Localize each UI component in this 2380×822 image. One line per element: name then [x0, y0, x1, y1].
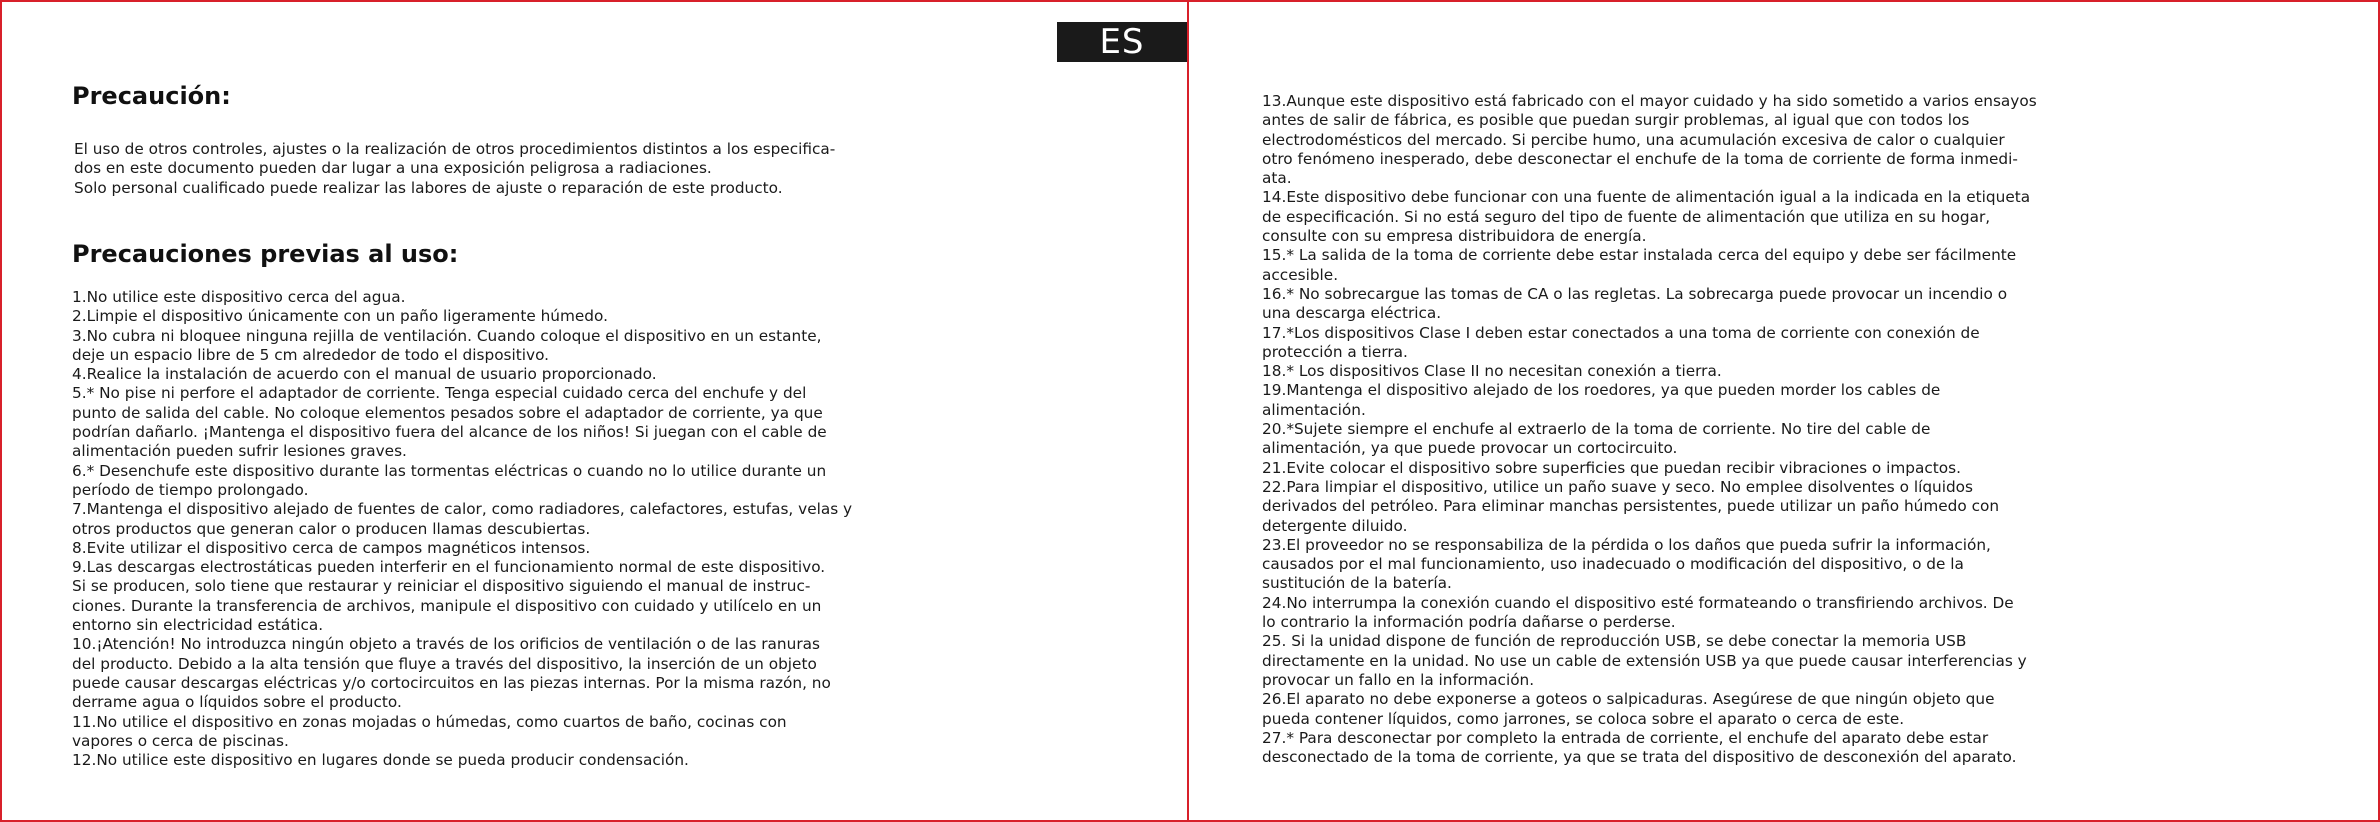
text-line: 18.* Los dispositivos Clase II no necesitan conexión a tierra. [1262, 362, 1722, 381]
text-line: Si se producen, solo tiene que restaurar y reiniciar el dispositivo siguiendo el manual de instruc- [72, 577, 811, 596]
text-line: ata. [1262, 169, 1292, 188]
text-line: alimentación. [1262, 400, 1366, 419]
text-line: Solo personal cualificado puede realizar las labores de ajuste o reparación de este producto. [74, 178, 783, 197]
left-page [0, 0, 1189, 822]
text-line: 24.No interrumpa la conexión cuando el dispositivo esté formateando o transfiriendo archivos. De [1262, 593, 2014, 612]
precautions-list [72, 288, 852, 770]
text-line: otros productos que generan calor o producen llamas descubiertas. [72, 519, 591, 538]
caution-paragraph [74, 140, 835, 198]
text-line: detergente diluido. [1262, 516, 1408, 535]
text-line: vapores o cerca de piscinas. [72, 731, 289, 750]
text-line: puede causar descargas eléctricas y/o cortocircuitos en las piezas internas. Por la misma razón, no [72, 673, 831, 692]
text-line: 3.No cubra ni bloquee ninguna rejilla de ventilación. Cuando coloque el dispositivo en un estante, [72, 326, 822, 345]
text-line: 1.No utilice este dispositivo cerca del agua. [72, 288, 406, 306]
text-line: alimentación pueden sufrir lesiones graves. [72, 442, 407, 461]
text-line: 16.* No sobrecargue las tomas de CA o las regletas. La sobrecarga puede provocar un incendio o [1262, 284, 2008, 303]
precautions-heading: Precauciones previas al uso: [72, 240, 459, 268]
caution-heading: Precaución: [72, 82, 231, 110]
text-line: antes de salir de fábrica, es posible que puedan surgir problemas, al igual que con todos los [1262, 111, 1970, 130]
text-line: período de tiempo prolongado. [72, 480, 309, 499]
text-line: consulte con su empresa distribuidora de energía. [1262, 227, 1647, 246]
text-line: 6.* Desenchufe este dispositivo durante las tormentas eléctricas o cuando no lo utilice durante un [72, 461, 827, 480]
text-line: 22.Para limpiar el dispositivo, utilice un paño suave y seco. No emplee disolventes o líquidos [1262, 477, 1974, 496]
text-line: 13.Aunque este dispositivo está fabricado con el mayor cuidado y ha sido sometido a varios ensayos [1262, 92, 2037, 110]
text-line: desconectado de la toma de corriente, ya que se trata del dispositivo de desconexión del aparato. [1262, 748, 2017, 767]
text-line: El uso de otros controles, ajustes o la realización de otros procedimientos distintos a los especifica- [74, 140, 836, 158]
text-line: 21.Evite colocar el dispositivo sobre superficies que puedan recibir vibraciones o impactos. [1262, 458, 1961, 477]
text-line: 15.* La salida de la toma de corriente debe estar instalada cerca del equipo y debe ser fácilmente [1262, 246, 2017, 265]
text-line: 8.Evite utilizar el dispositivo cerca de campos magnéticos intensos. [72, 538, 591, 557]
text-line: deje un espacio libre de 5 cm alrededor de todo el dispositivo. [72, 345, 550, 364]
right-page [1187, 0, 2380, 822]
text-line: derivados del petróleo. Para eliminar manchas persistentes, puede utilizar un paño húmedo con [1262, 497, 2000, 516]
text-line: accesible. [1262, 265, 1339, 284]
text-line: 23.El proveedor no se responsabiliza de la pérdida o los daños que pueda sufrir la información, [1262, 535, 1991, 554]
text-line: punto de salida del cable. No coloque elementos pesados sobre el adaptador de corriente, ya que [72, 403, 823, 422]
text-line: 26.El aparato no debe exponerse a goteos o salpicaduras. Asegúrese de que ningún objeto que [1262, 690, 1995, 709]
text-line: otro fenómeno inesperado, debe desconectar el enchufe de la toma de corriente de forma inmedi- [1262, 149, 2018, 168]
text-line: 19.Mantenga el dispositivo alejado de los roedores, ya que pueden morder los cables de [1262, 381, 1941, 400]
text-line: 12.No utilice este dispositivo en lugares donde se pueda producir condensación. [72, 751, 689, 770]
text-line: lo contrario la información podría dañarse o perderse. [1262, 613, 1676, 632]
language-tag: ES [1057, 22, 1187, 62]
text-line: alimentación, ya que puede provocar un cortocircuito. [1262, 439, 1678, 458]
text-line: 7.Mantenga el dispositivo alejado de fuentes de calor, como radiadores, calefactores, estufas, velas y [72, 500, 853, 519]
text-line: 5.* No pise ni perfore el adaptador de corriente. Tenga especial cuidado cerca del enchufe y del [72, 384, 807, 403]
text-line: una descarga eléctrica. [1262, 304, 1442, 323]
text-line: causados por el mal funcionamiento, uso inadecuado o modificación del dispositivo, o de la [1262, 555, 1964, 574]
text-line: pueda contener líquidos, como jarrones, se coloca sobre el aparato o cerca de este. [1262, 709, 1905, 728]
text-line: dos en este documento pueden dar lugar a una exposición peligrosa a radiaciones. [74, 159, 712, 178]
text-line: 27.* Para desconectar por completo la entrada de corriente, el enchufe del aparato debe estar [1262, 728, 1989, 747]
text-line: derrame agua o líquidos sobre el producto. [72, 693, 402, 712]
text-line: sustitución de la batería. [1262, 574, 1452, 593]
text-line: 10.¡Atención! No introduzca ningún objeto a través de los orificios de ventilación o de las ranuras [72, 635, 820, 654]
text-line: protección a tierra. [1262, 342, 1408, 361]
text-line: ciones. Durante la transferencia de archivos, manipule el dispositivo con cuidado y utilícelo en un [72, 596, 822, 615]
text-line: 11.No utilice el dispositivo en zonas mojadas o húmedas, como cuartos de baño, cocinas con [72, 712, 787, 731]
text-line: provocar un fallo en la información. [1262, 670, 1535, 689]
text-line: directamente en la unidad. No use un cable de extensión USB ya que puede causar interferencias y [1262, 651, 2027, 670]
text-line: electrodomésticos del mercado. Si percibe humo, una acumulación excesiva de calor o cualquier [1262, 130, 2005, 149]
text-line: 20.*Sujete siempre el enchufe al extraerlo de la toma de corriente. No tire del cable de [1262, 420, 1931, 439]
text-line: 2.Limpie el dispositivo únicamente con un paño ligeramente húmedo. [72, 307, 608, 326]
text-line: del producto. Debido a la alta tensión que fluye a través del dispositivo, la inserción de un objeto [72, 654, 817, 673]
text-line: entorno sin electricidad estática. [72, 616, 324, 635]
text-line: 17.*Los dispositivos Clase I deben estar conectados a una toma de corriente con conexión de [1262, 323, 1980, 342]
text-line: 4.Realice la instalación de acuerdo con el manual de usuario proporcionado. [72, 365, 657, 384]
text-line: 25. Si la unidad dispone de función de reproducción USB, se debe conectar la memoria USB [1262, 632, 1967, 651]
text-line: 9.Las descargas electrostáticas pueden interferir en el funcionamiento normal de este dispositivo. [72, 558, 826, 577]
text-line: podrían dañarlo. ¡Mantenga el dispositivo fuera del alcance de los niños! Si juegan con el cable de [72, 423, 827, 442]
precautions-list-continued [1262, 92, 2037, 767]
text-line: 14.Este dispositivo debe funcionar con una fuente de alimentación igual a la indicada en la etiqueta [1262, 188, 2031, 207]
text-line: de especificación. Si no está seguro del tipo de fuente de alimentación que utiliza en su hogar, [1262, 207, 1991, 226]
